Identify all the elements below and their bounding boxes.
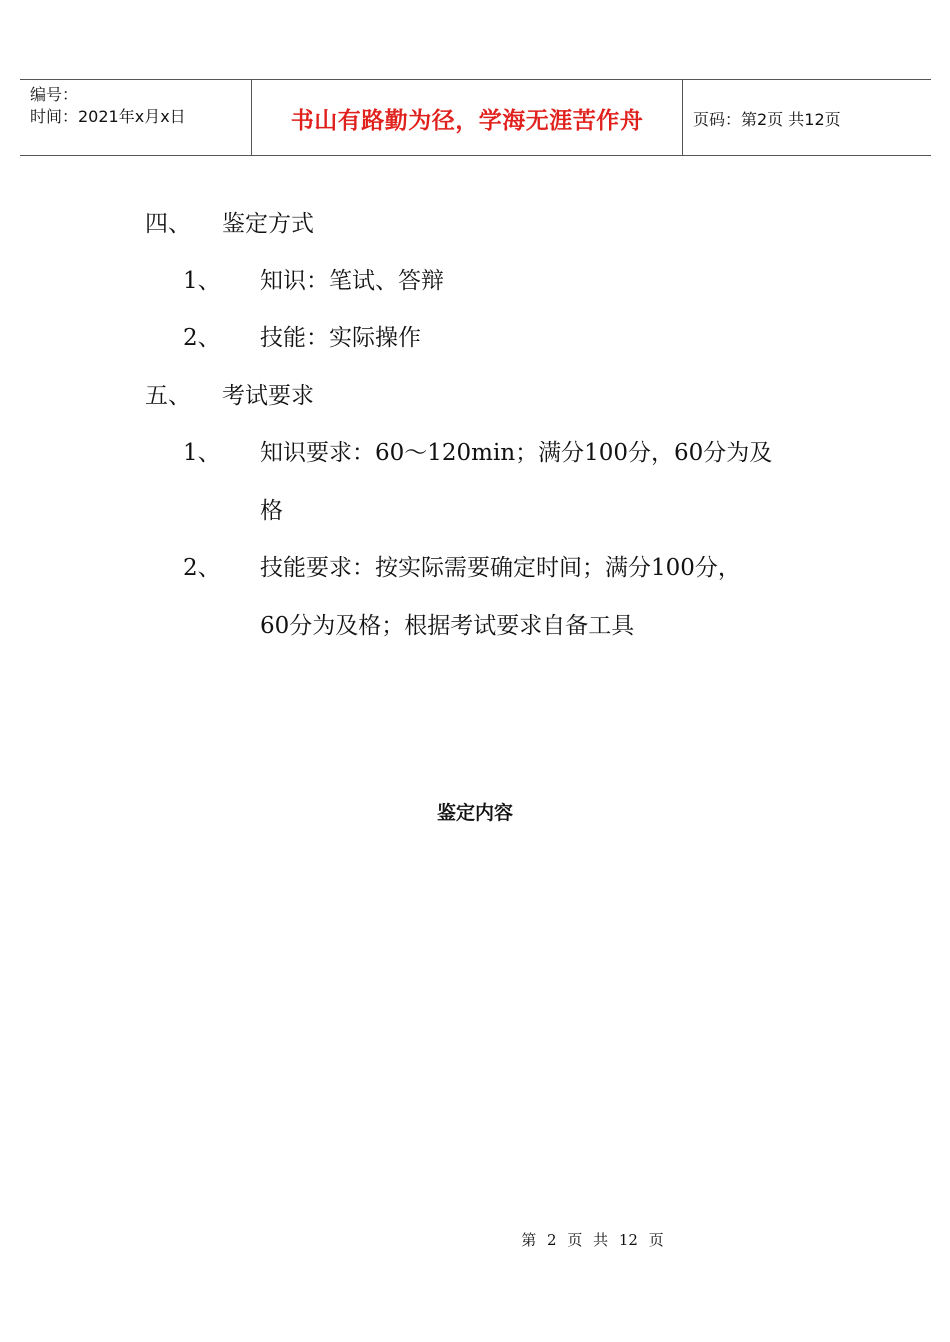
item-text: 知识要求：60～120min；满分100分，60分为及: [260, 440, 773, 466]
item-number: 1、: [183, 440, 221, 466]
section-title: 鉴定方式: [222, 211, 314, 237]
content-heading: 鉴定内容: [436, 802, 513, 824]
item-text: 知识：笔试、答辩: [260, 268, 444, 294]
section-number: 五、: [145, 383, 191, 409]
item-number: 2、: [183, 325, 221, 351]
item-number: 2、: [183, 555, 221, 581]
item-text: 技能：实际操作: [260, 325, 421, 351]
date-label: 时间：2021年x月x日: [30, 107, 186, 126]
section-title: 考试要求: [222, 383, 314, 409]
page-header: [20, 79, 931, 156]
item-number: 1、: [183, 268, 221, 294]
header-meta: [30, 84, 186, 128]
page-footer: 第 2 页 共 12 页: [521, 1231, 664, 1249]
item-text-continued: 60分为及格；根据考试要求自备工具: [260, 613, 635, 639]
header-page-info: 页码：第2页 共12页: [693, 110, 841, 129]
header-divider: [682, 80, 683, 155]
serial-label: 编号：: [30, 85, 79, 104]
section-number: 四、: [145, 211, 191, 237]
header-motto: 书山有路勤为径，学海无涯苦作舟: [290, 108, 644, 134]
item-text-continued: 格: [260, 498, 283, 524]
item-text: 技能要求：按实际需要确定时间；满分100分，: [260, 555, 741, 581]
